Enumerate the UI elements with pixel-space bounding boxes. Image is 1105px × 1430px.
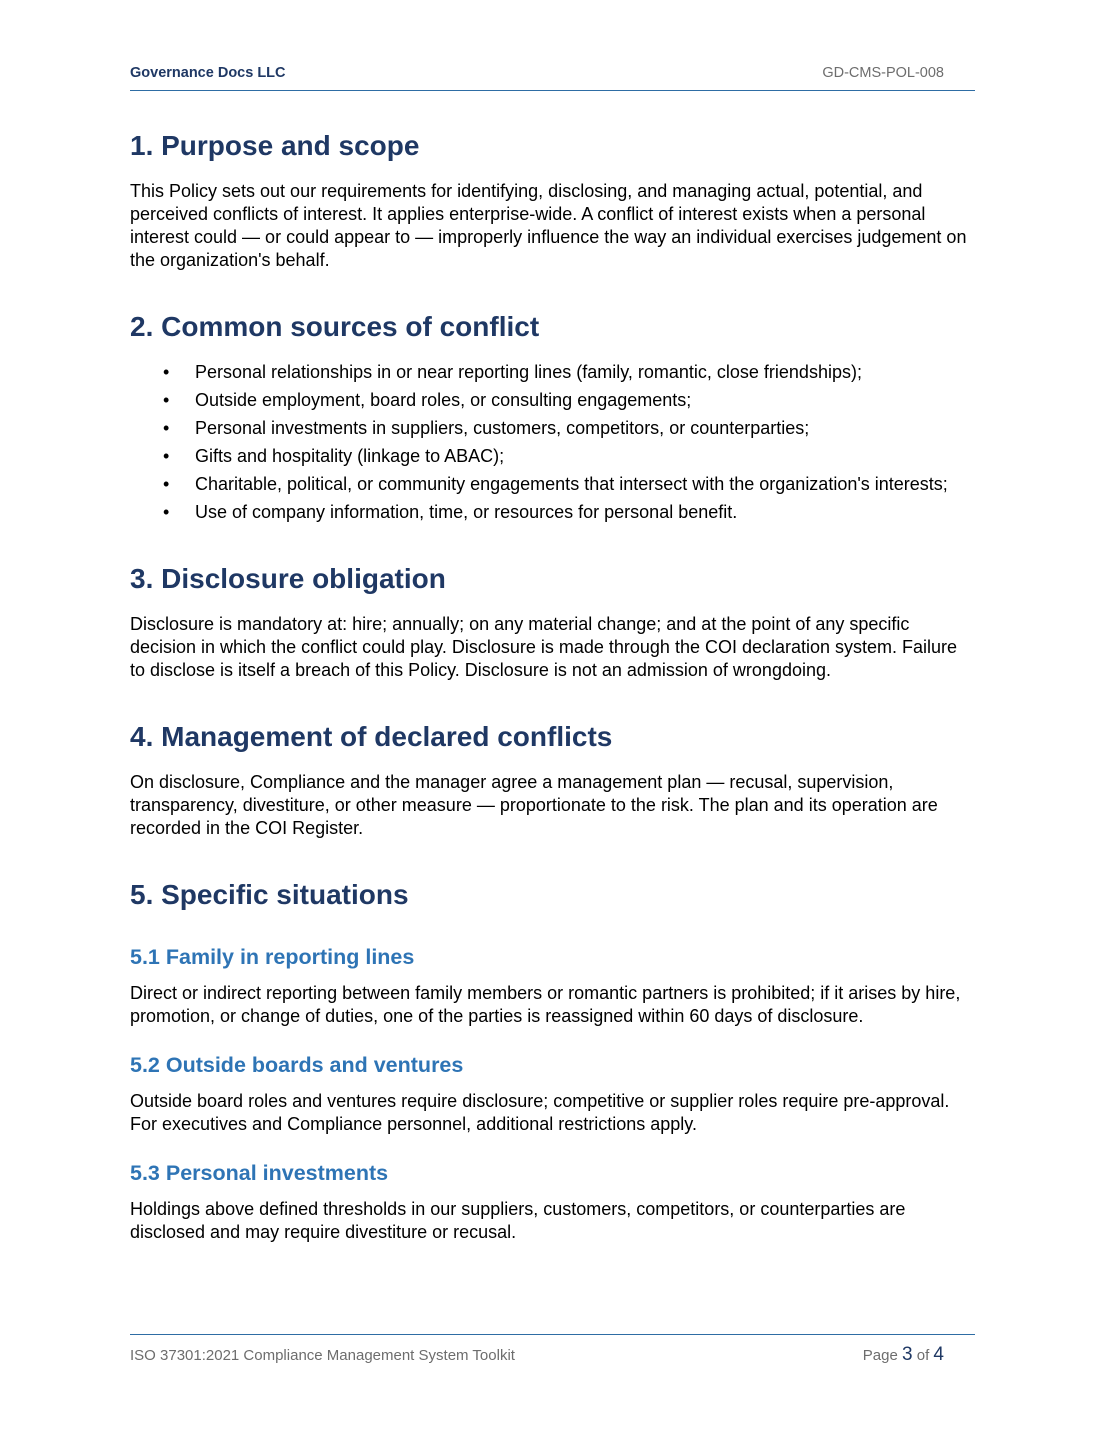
- document-page: [130, 0, 975, 1430]
- company-name: Governance Docs LLC: [130, 65, 286, 81]
- list-item: [130, 417, 975, 440]
- list-item: [130, 389, 975, 412]
- list-item: [130, 501, 975, 524]
- subsection-5-3-body: Holdings above defined thresholds in our suppliers, customers, competitors, or counterparties are disclosed and may require divestiture or recusal.: [130, 1199, 906, 1242]
- page-number: [863, 1344, 944, 1366]
- section-1-body: This Policy sets out our requirements for identifying, disclosing, and managing actual, potential, and perceived conflicts of interest. It applies enterprise-wide. A conflict of interest exists when a personal interest could — or could appear to — improperly influence the way an individual exercises judgement on the organization's behalf.: [130, 181, 967, 270]
- document-body: [130, 128, 975, 1244]
- bullet-icon: •: [163, 418, 170, 438]
- current-page: 3: [901, 1344, 913, 1365]
- section-3-heading: 3. Disclosure obligation: [130, 563, 446, 594]
- subsection-5-1-body: Direct or indirect reporting between family members or romantic partners is prohibited; if it arises by hire, promotion, or change of duties, one of the parties is reassigned within 60 days of disclosure.: [130, 983, 961, 1026]
- list-item-text: Charitable, political, or community engagements that intersect with the organization's interests;: [195, 474, 948, 494]
- conflict-sources-list: [130, 361, 975, 524]
- list-item: [130, 361, 975, 384]
- bullet-icon: •: [163, 446, 170, 466]
- subsection-5-1-heading: 5.1 Family in reporting lines: [130, 945, 415, 969]
- page-label: Page: [862, 1347, 898, 1364]
- list-item: [130, 473, 975, 496]
- list-item-text: Gifts and hospitality (linkage to ABAC);: [195, 446, 505, 466]
- total-pages: 4: [933, 1344, 944, 1365]
- bullet-icon: •: [163, 362, 170, 382]
- bullet-icon: •: [163, 502, 170, 522]
- list-item-text: Personal investments in suppliers, customers, competitors, or counterparties;: [195, 418, 810, 438]
- section-5-heading: 5. Specific situations: [130, 879, 409, 910]
- section-1-heading: 1. Purpose and scope: [130, 130, 420, 161]
- list-item-text: Outside employment, board roles, or consulting engagements;: [195, 390, 692, 410]
- section-3-body: Disclosure is mandatory at: hire; annually; on any material change; and at the point of any specific decision in which the conflict could play. Disclosure is made through the COI declaration system. Failure to disclose is itself a breach of this Policy. Disclosure is not an admission of wrongdoing.: [130, 614, 958, 680]
- subsection-5-3-heading: 5.3 Personal investments: [130, 1161, 389, 1185]
- document-id: GD-CMS-POL-008: [822, 65, 944, 81]
- section-4-heading: 4. Management of declared conflicts: [130, 721, 613, 752]
- list-item: [130, 445, 975, 468]
- list-item-text: Personal relationships in or near reporting lines (family, romantic, close friendships);: [195, 362, 862, 382]
- toolkit-title: ISO 37301:2021 Compliance Management System Toolkit: [130, 1347, 515, 1364]
- section-4-body: On disclosure, Compliance and the manager agree a management plan — recusal, supervision, transparency, divestiture, or other measure — proportionate to the risk. The plan and its operation are recorded in the COI Register.: [130, 772, 938, 838]
- list-item-text: Use of company information, time, or resources for personal benefit.: [195, 502, 738, 522]
- subsection-5-2-body: Outside board roles and ventures require disclosure; competitive or supplier roles require pre-approval. For executives and Compliance personnel, additional restrictions apply.: [130, 1091, 950, 1134]
- page-footer: [130, 1334, 975, 1375]
- subsection-5-2-heading: 5.2 Outside boards and ventures: [130, 1053, 464, 1077]
- bullet-icon: •: [163, 390, 170, 410]
- bullet-icon: •: [163, 474, 170, 494]
- page-header: [130, 62, 975, 91]
- page-of-label: of: [916, 1347, 930, 1364]
- section-2-heading: 2. Common sources of conflict: [130, 311, 540, 342]
